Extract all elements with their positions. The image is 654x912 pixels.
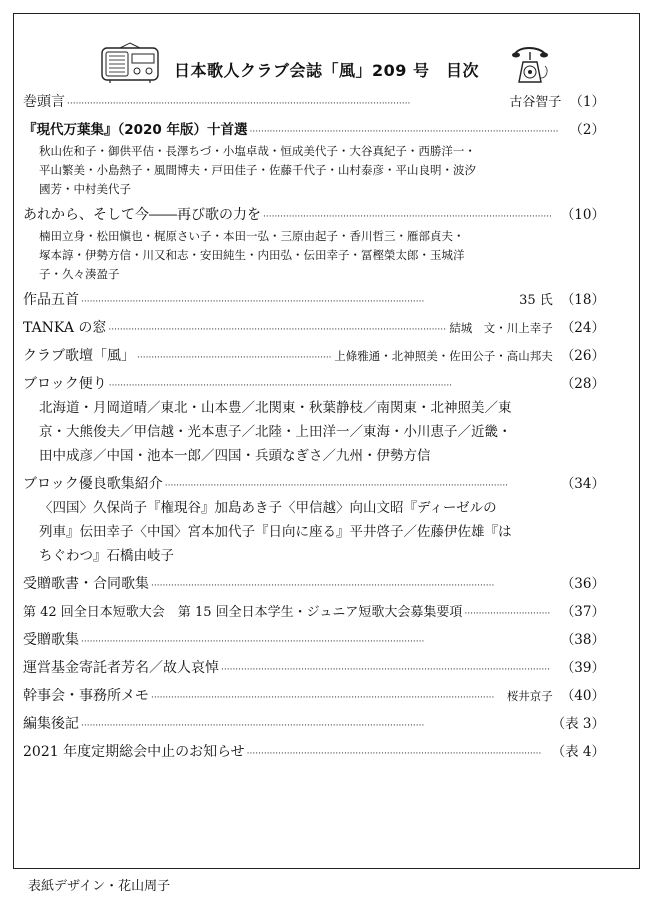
dot-leader	[67, 92, 507, 114]
toc-entry-author: 上條雅通・北神照美・佐田公子・高山邦夫	[334, 349, 553, 363]
contributor-line: 國芳・中村美代子	[39, 182, 131, 196]
toc-entry[interactable]	[23, 742, 605, 764]
toc-entry-title: 巻頭言	[23, 94, 65, 110]
toc-entry[interactable]	[23, 714, 605, 736]
toc-entry-contributors	[23, 142, 605, 199]
contributor-line: 北海道・月岡道晴／東北・山本豊／北関東・秋葉静枝／南関東・北神照美／東	[39, 400, 512, 416]
toc-entry-title: 受贈歌集	[23, 632, 79, 648]
toc-entry[interactable]	[23, 92, 605, 114]
toc-entry-title: クラブ歌壇「風」	[23, 348, 135, 364]
toc-entry-title: 第 42 回全日本短歌大会 第 15 回全日本学生・ジュニア短歌大会募集要項	[23, 605, 463, 620]
dot-leader	[108, 318, 447, 340]
toc-entry-title: 編集後記	[23, 716, 79, 732]
dot-leader	[247, 742, 542, 764]
toc-entry-title: 運営基金寄託者芳名／故人哀悼	[23, 660, 219, 676]
toc-entry-page: （2）	[569, 122, 605, 138]
contributor-line: 塚本諄・伊勢方信・川又和志・安田純生・内田弘・伝田幸子・冨樫榮太郎・玉城洋	[39, 248, 465, 262]
table-of-contents	[23, 92, 605, 770]
dot-leader	[221, 658, 551, 680]
toc-entry-title: ブロック優良歌集紹介	[23, 476, 163, 492]
dot-leader	[250, 120, 560, 142]
toc-entry-contributors	[23, 396, 605, 468]
toc-entry-title: 『現代万葉集』（2020 年版）十首選	[23, 122, 248, 138]
contributor-line: 〈四国〉久保尚子『権現谷』加島あき子〈甲信越〉向山文昭『ディーゼルの	[39, 500, 497, 516]
dot-leader	[137, 346, 332, 368]
toc-entry[interactable]	[23, 602, 605, 624]
toc-entry-page: （表 4）	[551, 744, 605, 760]
telephone-icon	[509, 44, 551, 84]
toc-entry[interactable]	[23, 658, 605, 680]
dot-leader	[81, 714, 542, 736]
toc-entry-contributors	[23, 496, 605, 568]
toc-entry-title: 2021 年度定期総会中止のお知らせ	[23, 744, 245, 760]
toc-entry-author: 古谷智子	[509, 95, 562, 110]
contributor-line: ちぐわつ』石橋由岐子	[39, 548, 174, 564]
toc-entry[interactable]	[23, 474, 605, 568]
contributor-line: 楠田立身・松田愼也・梶原さい子・本田一弘・三原由起子・香川哲三・雁部貞夫・	[39, 229, 465, 243]
toc-entry-page: （24）	[560, 320, 605, 336]
toc-entry-page: （36）	[560, 576, 605, 592]
contributor-line: 列車』伝田幸子〈中国〉宮本加代子『日向に座る』平井啓子／佐藤伊佐雄『は	[39, 524, 512, 540]
toc-entry-title: 幹事会・事務所メモ	[23, 688, 149, 704]
dot-leader	[165, 474, 551, 496]
toc-entry-author: 桜井京子	[506, 689, 553, 703]
dot-leader	[263, 205, 551, 227]
toc-entry[interactable]	[23, 630, 605, 652]
toc-entry-page: （26）	[560, 348, 605, 364]
dot-leader	[81, 290, 517, 312]
contributor-line: 京・大熊俊夫／甲信越・光本恵子／北陸・上田洋一／東海・小川恵子／近畿・	[39, 424, 512, 440]
toc-entry-page: （39）	[560, 660, 605, 676]
dot-leader	[464, 602, 550, 624]
toc-entry-page: （40）	[560, 688, 605, 704]
toc-entry[interactable]	[23, 574, 605, 596]
dot-leader	[151, 574, 551, 596]
toc-entry-page: （表 3）	[551, 716, 605, 732]
cover-design-credit: 表紙デザイン・花山周子	[28, 879, 171, 894]
header	[14, 42, 639, 86]
contributor-line: 秋山佐和子・御供平佶・長澤ちづ・小塩卓哉・恒成美代子・大谷真紀子・西勝洋一・	[39, 144, 476, 158]
toc-entry-page: （18）	[560, 292, 605, 308]
toc-entry[interactable]	[23, 346, 605, 368]
toc-entry-author: 結城 文・川上幸子	[449, 321, 553, 335]
toc-entry-author: 35 氏	[519, 293, 553, 308]
contributor-line: 田中成彦／中国・池本一郎／四国・兵頭なぎさ／九州・伊勢方信	[39, 448, 431, 464]
toc-entry-contributors	[23, 227, 605, 284]
page-title: 日本歌人クラブ会誌「風」209 号 目次	[174, 61, 479, 80]
dot-leader	[109, 374, 551, 396]
toc-entry[interactable]	[23, 205, 605, 284]
toc-entry-title: あれから、そして今――再び歌の力を	[23, 207, 261, 223]
contributor-line: 平山繁美・小島熱子・風間博夫・戸田佳子・佐藤千代子・山村泰彦・平山良明・波汐	[39, 163, 476, 177]
toc-entry[interactable]	[23, 290, 605, 312]
toc-entry[interactable]	[23, 686, 605, 708]
toc-entry-title: ブロック便り	[23, 376, 107, 392]
toc-entry-page: （28）	[560, 376, 605, 392]
toc-entry-title: 作品五首	[23, 292, 79, 308]
toc-entry-page: （10）	[560, 207, 605, 223]
toc-entry-page: （38）	[560, 632, 605, 648]
dot-leader	[151, 686, 505, 708]
toc-entry[interactable]	[23, 374, 605, 468]
toc-entry-page: （34）	[560, 476, 605, 492]
dot-leader	[81, 630, 551, 652]
contributor-line: 子・久々湊盈子	[39, 267, 120, 281]
toc-entry-page: （1）	[569, 94, 605, 110]
toc-entry[interactable]	[23, 120, 605, 199]
toc-entry[interactable]	[23, 318, 605, 340]
toc-entry-title: TANKA の窓	[23, 320, 107, 336]
toc-entry-title: 受贈歌書・合同歌集	[23, 576, 149, 592]
toc-entry-page: （37）	[560, 604, 605, 620]
